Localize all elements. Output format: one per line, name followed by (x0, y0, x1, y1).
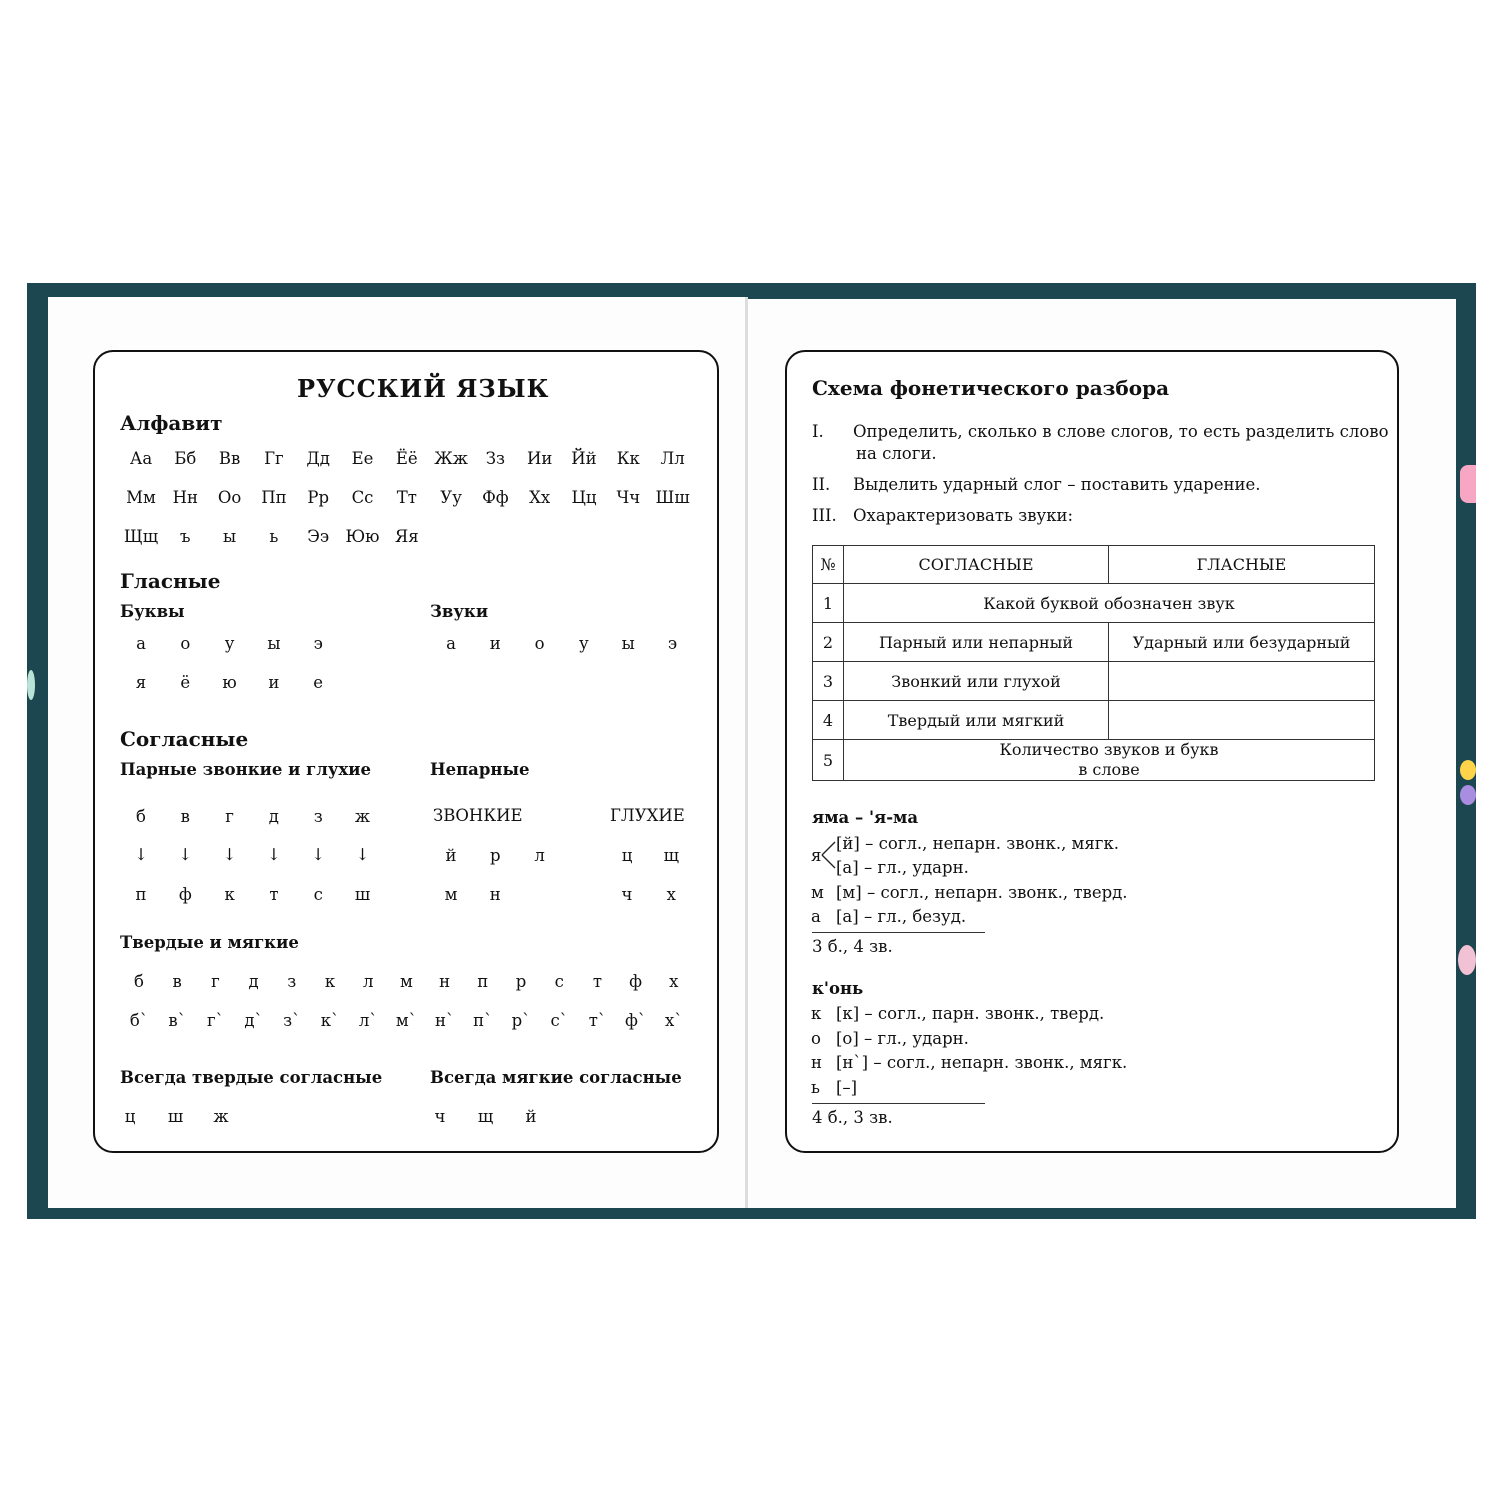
alphabet-letter: Аа (129, 449, 153, 468)
table-cell: Твердый или мягкий (844, 701, 1109, 740)
phonetic-table (812, 545, 1375, 781)
table-cell: 1 (813, 584, 844, 623)
unpaired-voiced-letter: м (444, 885, 458, 904)
vowel-letter: е (313, 673, 324, 692)
always-soft-letter: щ (477, 1107, 494, 1126)
alphabet-letter: Кк (616, 449, 640, 468)
arrow-down-icon: ↓ (311, 845, 326, 864)
arrow-down-icon: ↓ (266, 845, 281, 864)
hard-letter: г (211, 972, 220, 991)
table-cell (1109, 662, 1375, 701)
unpaired-voiced-letter: й (445, 846, 457, 865)
vowel-letter: у (224, 634, 235, 653)
hard-letter: р (515, 972, 527, 991)
soft-letter: х` (665, 1011, 683, 1030)
paired-voiced-letter: ж (354, 807, 371, 826)
hard-letter: п (477, 972, 489, 991)
summary-rule (812, 1103, 985, 1104)
paired-voiced-letter: б (136, 807, 146, 826)
table-header: № (813, 546, 844, 584)
always-hard-letter: ж (213, 1107, 229, 1126)
alphabet-letter: Шш (655, 488, 690, 507)
example-line: [н`] – согл., непарн. звонк., мягк. (836, 1053, 1128, 1072)
page-title: РУССКИЙ ЯЗЫК (297, 374, 550, 403)
alphabet-letter: Хх (529, 488, 551, 507)
step-text: Определить, сколько в слове слогов, то есть разделить слово (853, 422, 1389, 441)
hard-letter: х (669, 972, 679, 991)
example-line: [к] – согл., парн. звонк., тверд. (836, 1004, 1105, 1023)
alphabet-letter: Жж (434, 449, 468, 468)
always-hard-letter: ш (167, 1107, 184, 1126)
paired-voiced-letter: д (268, 807, 279, 826)
hard-letter: б (134, 972, 144, 991)
summary-rule (812, 932, 985, 933)
vowel-letter: о (180, 634, 191, 653)
table-cell-line: Количество звуков и букв (999, 740, 1219, 759)
alphabet-letter: Фф (482, 488, 509, 507)
step-text: на слоги. (856, 444, 937, 463)
step-text: Охарактеризовать звуки: (853, 506, 1074, 525)
hard-letter: м (399, 972, 413, 991)
alphabet-letter: Ее (351, 449, 374, 468)
soft-letter: м` (395, 1011, 417, 1030)
vowel-sound: ы (621, 634, 635, 653)
soft-letter: р` (511, 1011, 531, 1030)
soft-letter: с` (550, 1011, 568, 1030)
paired-voiced-letter: з (313, 807, 323, 826)
alphabet-letter: ь (269, 527, 279, 546)
vowel-sounds-label: Звуки (430, 602, 489, 621)
soft-letter: н` (434, 1011, 455, 1030)
arrow-down-icon: ↓ (178, 845, 193, 864)
example-word-kon: к'онь (812, 979, 864, 998)
soft-letter: ф` (625, 1011, 647, 1030)
step-number: II. (812, 475, 831, 494)
alphabet-letter: Йй (571, 449, 597, 468)
unpaired-voiceless-letter: щ (663, 846, 679, 865)
vowel-sound: у (579, 634, 589, 653)
example-letter: о (811, 1028, 821, 1048)
table-cell: Какой буквой обозначен звук (844, 584, 1375, 623)
vowel-sound: э (667, 634, 678, 653)
alphabet-letter: Зз (485, 449, 506, 468)
vowel-letter: и (268, 673, 280, 692)
alphabet-letter: Ээ (307, 527, 330, 546)
table-cell (844, 740, 1375, 781)
alphabet-letter: Лл (660, 449, 685, 468)
paired-voiceless-letter: к (224, 885, 235, 904)
hard-letter: д (248, 972, 259, 991)
soft-letter: к` (320, 1011, 340, 1030)
example-letter: ь (811, 1077, 820, 1097)
alphabet-letter: Дд (306, 449, 330, 468)
hard-letter: н (439, 972, 451, 991)
alphabet-letter: ъ (180, 527, 191, 546)
vowel-letter: я (135, 673, 147, 692)
alphabet-letter: ы (223, 527, 237, 546)
vowels-heading: Гласные (120, 569, 221, 593)
soft-letter: п` (473, 1011, 493, 1030)
soft-letter: г` (206, 1011, 224, 1030)
alphabet-letter: Рр (307, 488, 330, 507)
phonetic-title: Схема фонетического разбора (812, 376, 1170, 400)
alphabet-letter: Уу (440, 488, 462, 507)
alphabet-letter: Ёё (395, 449, 418, 468)
hard-letter: ф (629, 972, 643, 991)
table-cell: Ударный или безударный (1109, 623, 1375, 662)
soft-letter: л` (358, 1011, 378, 1030)
alphabet-letter: Щщ (123, 527, 159, 546)
voiced-label: ЗВОНКИЕ (433, 806, 523, 825)
example-line: [о] – гл., ударн. (836, 1028, 969, 1048)
flower-decoration (1460, 760, 1476, 780)
vowel-letter: ё (180, 673, 191, 692)
step-text: Выделить ударный слог – поставить ударение. (853, 475, 1261, 494)
hard-letter: л (362, 972, 374, 991)
unpaired-voiceless-letter: ц (621, 846, 633, 865)
paired-voiced-letter: г (225, 807, 234, 826)
soft-letter: д` (244, 1011, 263, 1030)
example-letter: н (811, 1053, 822, 1072)
consonants-heading: Согласные (120, 727, 249, 751)
example-total: 3 б., 4 зв. (812, 937, 893, 956)
alphabet-letter: Вв (218, 449, 241, 468)
alphabet-letter: Бб (174, 449, 197, 468)
table-cell: 3 (813, 662, 844, 701)
soft-letter: т` (588, 1011, 607, 1030)
vowel-sound: а (446, 634, 456, 653)
alphabet-letter: Юю (345, 527, 380, 546)
vowel-letter: а (136, 634, 146, 653)
unpaired-consonants-label: Непарные (430, 760, 530, 779)
always-hard-letter: ц (124, 1107, 136, 1126)
vowel-letter: э (313, 634, 323, 653)
unpaired-voiceless-letter: х (666, 885, 676, 904)
unpaired-voiced-letter: р (490, 846, 501, 865)
alphabet-letter: Чч (616, 488, 641, 507)
flower-decoration (1458, 945, 1476, 975)
alphabet-letter: Цц (571, 488, 597, 507)
vowel-sound: о (534, 634, 545, 653)
table-cell (1109, 701, 1375, 740)
arrow-down-icon: ↓ (134, 845, 148, 864)
alphabet-letter: Сс (351, 488, 374, 507)
example-line: [м] – согл., непарн. звонк., тверд. (836, 883, 1128, 902)
soft-letter: б` (129, 1011, 149, 1030)
step-number: I. (812, 422, 824, 441)
hard-letter: с (554, 972, 564, 991)
paired-voiceless-letter: т (269, 885, 279, 904)
flower-decoration (1460, 785, 1476, 805)
alphabet-letter: Яя (394, 527, 419, 546)
paired-voiceless-letter: с (313, 885, 323, 904)
flower-decoration (27, 670, 35, 700)
example-letter: к (811, 1004, 822, 1023)
vowel-sound: и (489, 634, 501, 653)
soft-letter: з` (283, 1011, 301, 1030)
example-letter: а (811, 907, 821, 926)
alphabet-letter: Нн (172, 488, 198, 507)
paired-voiced-letter: в (180, 807, 190, 826)
table-cell: 4 (813, 701, 844, 740)
alphabet-letter: Оо (217, 488, 242, 507)
example-word-yama: яма – 'я-ма (812, 808, 919, 827)
example-line: [–] (836, 1077, 858, 1097)
vowel-letter: ю (222, 673, 237, 692)
paired-consonants-label: Парные звонкие и глухие (120, 760, 372, 779)
branch-lines (821, 838, 837, 872)
table-cell: Парный или непарный (844, 623, 1109, 662)
always-soft-letter: й (525, 1107, 537, 1126)
example-letter: я (811, 846, 822, 865)
table-header: СОГЛАСНЫЕ (844, 546, 1109, 584)
example-line: [а] – гл., ударн. (836, 858, 969, 877)
russian-language-panel (93, 350, 719, 1153)
alphabet-letter: Мм (126, 488, 156, 507)
soft-letter: в` (168, 1011, 186, 1030)
alphabet-letter: Пп (261, 488, 287, 507)
arrow-down-icon: ↓ (355, 845, 370, 864)
hard-letter: в (172, 972, 182, 991)
table-header: ГЛАСНЫЕ (1109, 546, 1375, 584)
example-total: 4 б., 3 зв. (812, 1108, 893, 1127)
book-spine (745, 297, 748, 1208)
table-cell: Звонкий или глухой (844, 662, 1109, 701)
example-letter: м (811, 883, 824, 902)
unpaired-voiced-letter: н (489, 885, 501, 904)
flower-decoration (1460, 465, 1476, 503)
alphabet-heading: Алфавит (120, 411, 223, 435)
always-soft-letter: ч (434, 1107, 446, 1126)
paired-voiceless-letter: ф (178, 885, 192, 904)
alphabet-letter: Гг (264, 449, 284, 468)
example-line: [й] – согл., непарн. звонк., мягк. (836, 834, 1120, 853)
arrow-down-icon: ↓ (222, 845, 237, 864)
alphabet-letter: Тт (396, 488, 417, 507)
paired-voiceless-letter: ш (354, 885, 371, 904)
hard-letter: з (287, 972, 297, 991)
hard-letter: т (592, 972, 602, 991)
unpaired-voiced-letter: л (534, 846, 545, 865)
table-cell-line: в слове (1078, 760, 1140, 779)
hard-letter: к (324, 972, 336, 991)
example-line: [а] – гл., безуд. (836, 907, 967, 926)
unpaired-voiceless-letter: ч (621, 885, 633, 904)
voiceless-label: ГЛУХИЕ (610, 806, 685, 825)
step-number: III. (812, 506, 837, 525)
always-hard-heading: Всегда твердые согласные (120, 1068, 383, 1087)
hard-soft-heading: Твердые и мягкие (120, 933, 299, 952)
vowel-letter: ы (267, 634, 281, 653)
paired-voiceless-letter: п (135, 885, 147, 904)
always-soft-heading: Всегда мягкие согласные (430, 1068, 682, 1087)
vowel-letters-label: Буквы (120, 602, 185, 621)
table-cell: 5 (813, 740, 844, 781)
table-cell: 2 (813, 623, 844, 662)
alphabet-letter: Ии (526, 449, 553, 468)
